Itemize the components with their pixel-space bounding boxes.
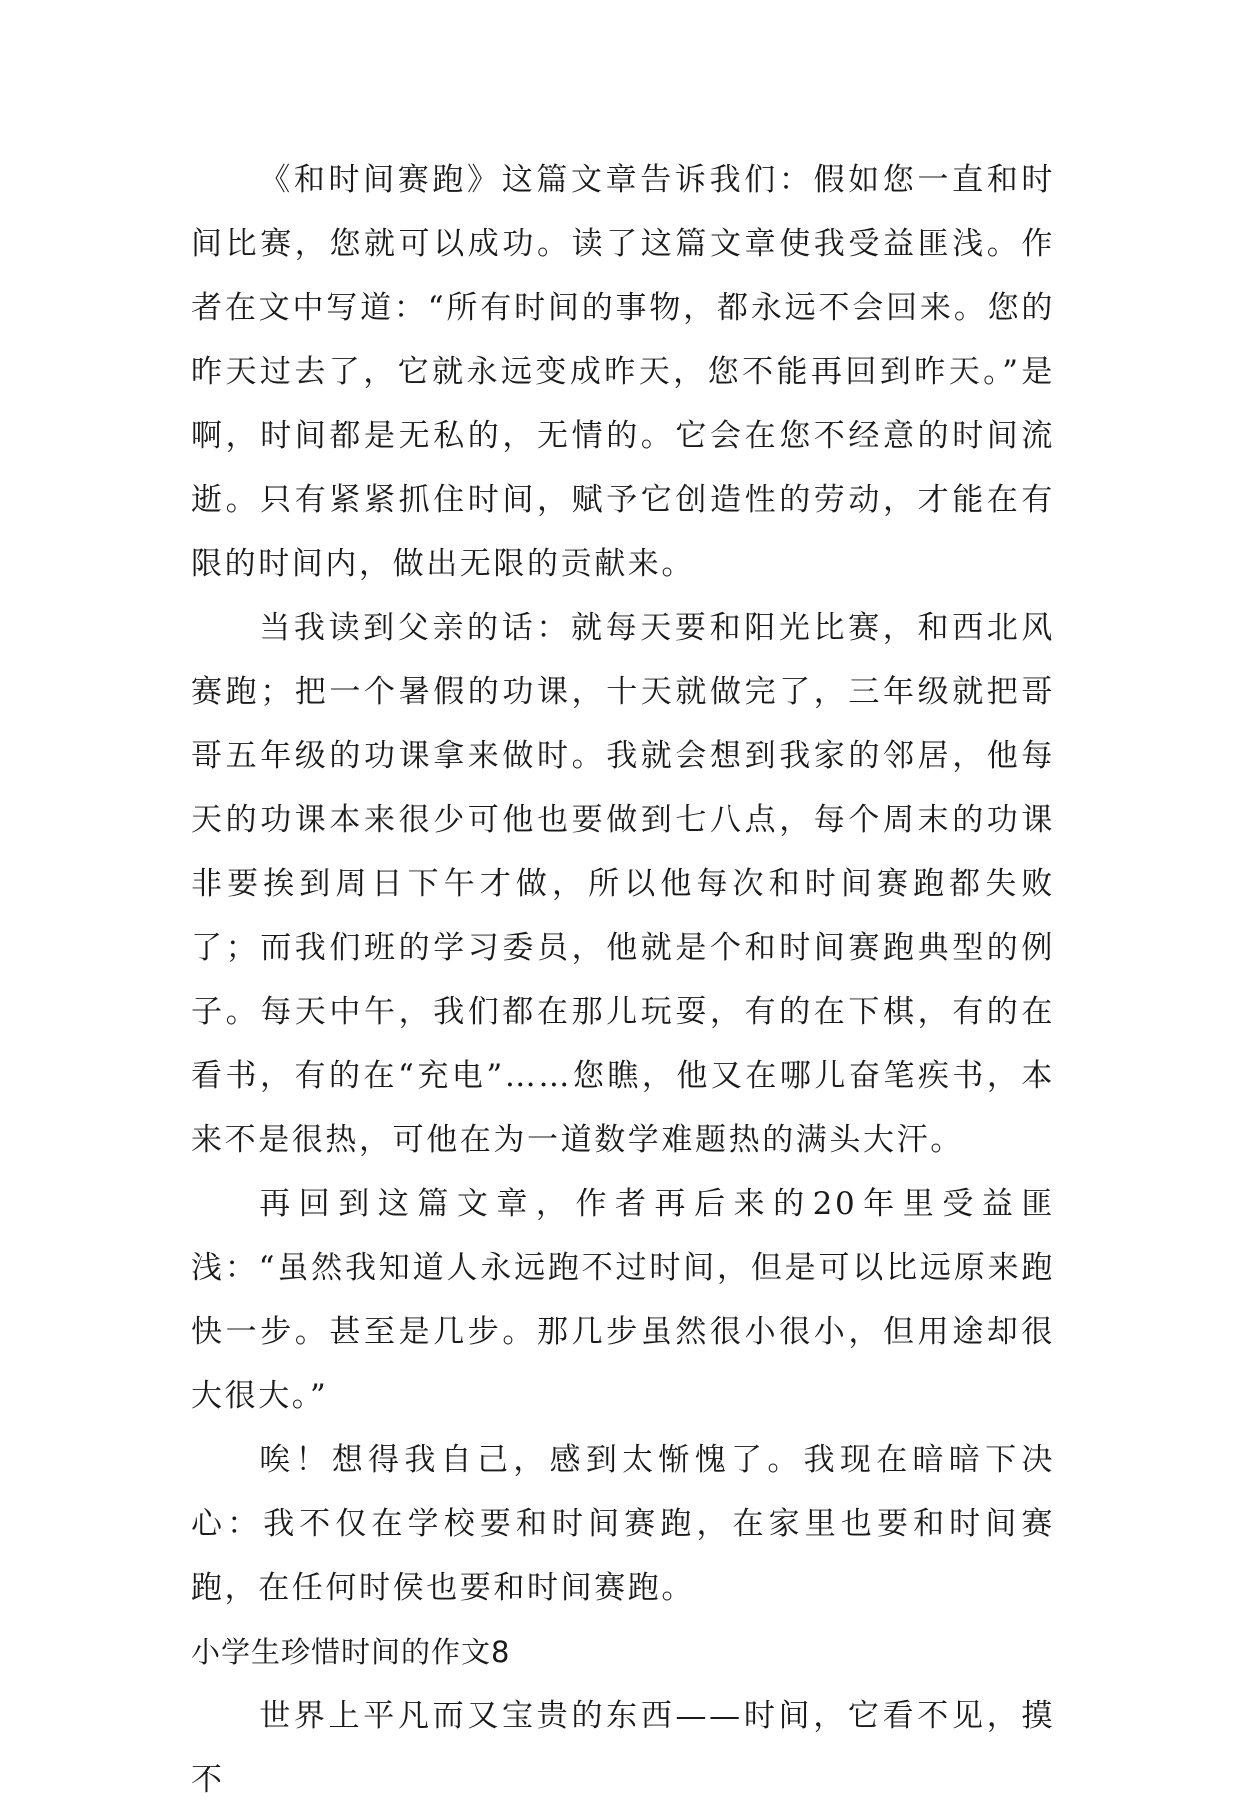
paragraph-3: 再回到这篇文章，作者再后来的20年里受益匪浅：“虽然我知道人永远跑不过时间，但是可以比远原来跑快一步。甚至是几步。那几步虽然很小很小，但用途却很大很大。” bbox=[191, 1186, 1055, 1414]
section-heading: 小学生珍惜时间的作文8 bbox=[191, 1635, 511, 1669]
paragraph-5: 世界上平凡而又宝贵的东西——时间，它看不见，摸不 bbox=[191, 1698, 1055, 1798]
paragraph-2: 当我读到父亲的话：就每天要和阳光比赛，和西北风赛跑；把一个暑假的功课，十天就做完了，三年级就把哥哥五年级的功课拿来做时。我就会想到我家的邻居，他每天的功课本来很少可他也要做到七八点，每个周末的功课非要挨到周日下午才做，所以他每次和时间赛跑都失败了；而我们班的学习委员，他就是个和时间赛跑典型的例子。每天中午，我们都在那儿玩耍，有的在下棋，有的在看书，有的在“充电”……您瞧，他又在哪儿奋笔疾书，本来不是很热，可他在为一道数学难题热的满头大汗。 bbox=[191, 610, 1055, 1158]
document-body bbox=[191, 148, 1055, 1812]
paragraph-1: 《和时间赛跑》这篇文章告诉我们：假如您一直和时间比赛，您就可以成功。读了这篇文章使我受益匪浅。作者在文中写道：“所有时间的事物，都永远不会回来。您的昨天过去了，它就永远变成昨天，您不能再回到昨天。”是啊，时间都是无私的，无情的。它会在您不经意的时间流逝。只有紧紧抓住时间，赋予它创造性的劳动，才能在有限的时间内，做出无限的贡献来。 bbox=[191, 162, 1055, 582]
paragraph-4: 唉！想得我自己，感到太惭愧了。我现在暗暗下决心：我不仅在学校要和时间赛跑，在家里也要和时间赛跑，在任何时侯也要和时间赛跑。 bbox=[191, 1442, 1055, 1606]
